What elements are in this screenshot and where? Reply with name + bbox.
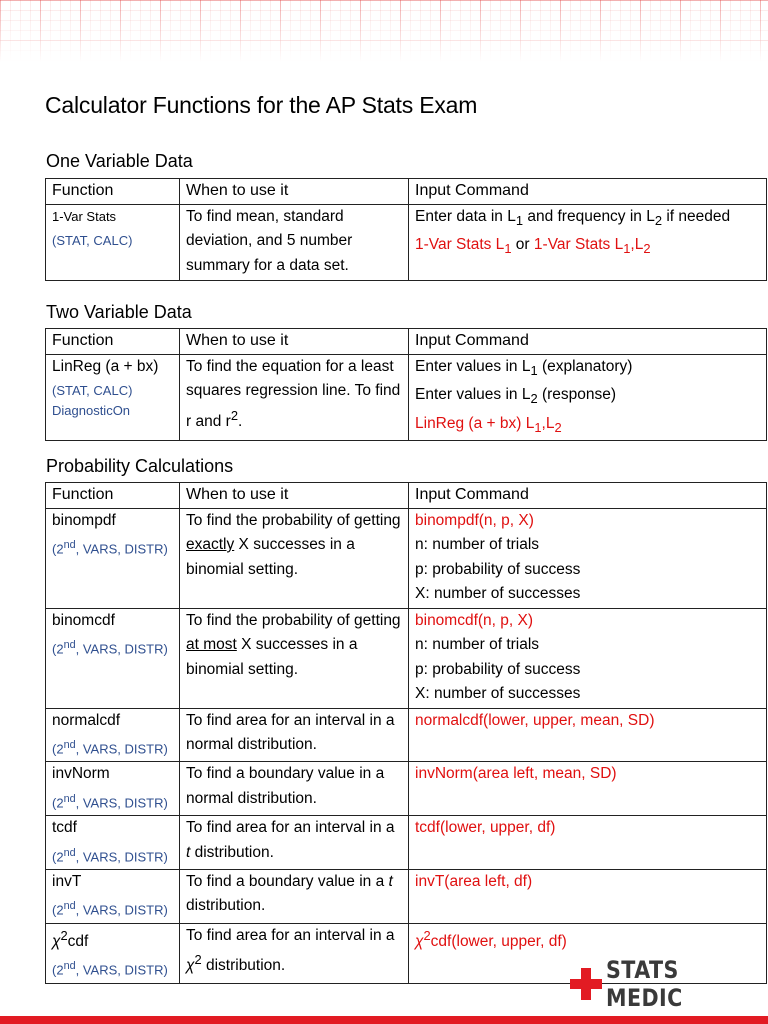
command-text: tcdf(lower, upper, df) — [409, 816, 767, 870]
command-text: 1-Var Stats L — [415, 236, 505, 254]
underlined-text: exactly — [186, 536, 235, 553]
function-cell — [46, 608, 180, 708]
menu-text: , VARS, DISTR) — [75, 641, 168, 657]
input-text: Enter values in L — [415, 357, 531, 375]
menu-text: (2 — [52, 962, 64, 978]
table-row — [46, 508, 767, 608]
input-text: Enter data in L — [415, 207, 516, 225]
red-cross-icon — [570, 968, 598, 1000]
header-when: When to use it — [180, 329, 409, 355]
header-function: Function — [46, 329, 180, 355]
header-input: Input Command — [409, 329, 767, 355]
menu-text: , VARS, DISTR) — [75, 741, 168, 757]
param-line: p: probability of success — [415, 660, 581, 678]
command-line — [415, 233, 760, 262]
when-cell — [180, 816, 409, 870]
header-input: Input Command — [409, 483, 767, 509]
command-text: binomcdf(n, p, X) — [415, 611, 534, 629]
footer-accent-bar — [0, 1016, 768, 1024]
brand-name: STATS MEDIC — [606, 956, 684, 1012]
when-cell — [180, 354, 409, 441]
input-cell — [409, 508, 767, 608]
command-text: ,L — [630, 236, 644, 254]
when-cell: To find a boundary value in a normal distribution. — [180, 762, 409, 816]
superscript: nd — [63, 539, 76, 551]
table-row — [46, 816, 767, 870]
menu-path — [52, 954, 173, 982]
superscript: nd — [63, 900, 76, 913]
input-cell — [409, 354, 767, 441]
italic-t: t — [186, 843, 191, 861]
when-cell — [180, 608, 409, 708]
input-cell — [409, 204, 767, 280]
table-row — [46, 608, 767, 708]
subscript: 1 — [515, 212, 524, 228]
function-name: invT — [52, 872, 82, 890]
menu-text: , VARS, DISTR) — [75, 848, 168, 864]
when-text: To find the probability of getting — [186, 511, 401, 529]
superscript: nd — [63, 846, 76, 859]
two-variable-table — [45, 328, 767, 441]
input-cell — [409, 608, 767, 708]
function-name: binomcdf — [52, 611, 115, 629]
input-line — [415, 205, 760, 234]
subscript: 2 — [643, 241, 651, 257]
menu-path — [52, 633, 173, 661]
function-name: invNorm — [52, 765, 110, 783]
menu-text: , VARS, DISTR) — [75, 962, 168, 978]
menu-path — [52, 894, 173, 922]
command-text: binompdf(n, p, X) — [415, 511, 534, 529]
when-text: distribution. — [201, 957, 286, 975]
function-cell — [46, 816, 180, 870]
section-heading-probability: Probability Calculations — [46, 456, 234, 476]
table-row — [46, 354, 767, 441]
or-text: or — [511, 236, 534, 254]
function-name: tcdf — [52, 819, 77, 837]
command-text: invNorm(area left, mean, SD) — [409, 762, 767, 816]
table-row — [46, 869, 767, 923]
chi-symbol: χ — [52, 932, 61, 950]
menu-text: (2 — [52, 848, 64, 864]
table-row — [46, 204, 767, 280]
header-function: Function — [46, 483, 180, 509]
input-line — [415, 383, 760, 412]
function-cell — [46, 708, 180, 762]
when-text: . — [238, 412, 243, 430]
menu-path — [52, 533, 173, 561]
menu-path — [52, 733, 173, 761]
function-name: normalcdf — [52, 711, 121, 729]
param-line: n: number of trials — [415, 636, 540, 653]
input-text: (response) — [537, 386, 617, 404]
param-line: n: number of trials — [415, 536, 540, 553]
probability-table — [45, 482, 767, 984]
menu-text: (2 — [52, 641, 64, 657]
menu-text: (2 — [52, 741, 64, 757]
param-line: X: number of successes — [415, 585, 581, 602]
menu-text: (2 — [52, 541, 64, 557]
table-row — [46, 762, 767, 816]
input-text: Enter values in L — [415, 386, 531, 404]
menu-path — [52, 787, 173, 815]
superscript: 2 — [230, 407, 238, 423]
when-text: To find area for an interval in a — [186, 926, 395, 944]
menu-text: (2 — [52, 795, 64, 811]
header-function: Function — [46, 179, 180, 205]
menu-text: , VARS, DISTR) — [75, 902, 168, 918]
function-cell — [46, 508, 180, 608]
subscript: 1 — [504, 241, 512, 257]
subscript: 2 — [654, 212, 663, 228]
function-name: LinReg (a + bx) — [52, 357, 159, 375]
subscript: 1 — [530, 362, 538, 378]
header-when: When to use it — [180, 179, 409, 205]
param-line: p: probability of success — [415, 560, 581, 578]
when-cell — [180, 869, 409, 923]
menu-text: (2 — [52, 902, 64, 918]
function-name: binompdf — [52, 511, 116, 529]
table-header-row — [46, 179, 767, 205]
underlined-text: at most — [186, 636, 237, 653]
when-text: X successes in a binomial setting. — [186, 636, 358, 678]
command-text: ,L — [541, 414, 555, 432]
function-name: 1-Var Stats — [52, 208, 117, 224]
menu-path: (STAT, CALC) — [52, 383, 133, 398]
subscript: 2 — [554, 419, 562, 435]
command-text: LinReg (a + bx) L — [415, 414, 535, 432]
table-header-row — [46, 329, 767, 355]
superscript: 2 — [60, 927, 68, 943]
one-variable-table — [45, 178, 767, 281]
chi-symbol: χ — [415, 932, 424, 950]
header-input: Input Command — [409, 179, 767, 205]
when-text: To find the equation for a least squares regression line. To find r and r — [186, 357, 401, 430]
command-line — [415, 412, 760, 441]
when-cell: To find mean, standard deviation, and 5 number summary for a data set. — [180, 204, 409, 280]
table-header-row — [46, 483, 767, 509]
italic-t: t — [388, 872, 393, 890]
table-row — [46, 708, 767, 762]
input-line — [415, 355, 760, 384]
when-text: To find area for an interval in a — [186, 819, 395, 837]
command-text: 1-Var Stats L — [533, 236, 624, 254]
function-name — [52, 924, 173, 955]
page-title: Calculator Functions for the AP Stats Exam — [45, 92, 478, 118]
menu-path: (STAT, CALC) — [52, 232, 133, 248]
superscript: nd — [63, 792, 76, 805]
subscript: 1 — [534, 419, 542, 435]
command-text: cdf(lower, upper, df) — [430, 932, 567, 950]
subscript: 2 — [530, 391, 538, 407]
when-text: distribution. — [186, 897, 266, 915]
function-cell — [46, 354, 180, 441]
stats-medic-logo — [570, 956, 768, 1012]
when-text: X successes in a binomial setting. — [186, 536, 355, 578]
when-text: distribution. — [190, 843, 274, 861]
function-cell — [46, 869, 180, 923]
menu-path — [52, 841, 173, 869]
chi-symbol: χ — [186, 957, 195, 975]
superscript: 2 — [423, 927, 431, 943]
menu-diagnostic: DiagnosticOn — [52, 403, 131, 418]
superscript: nd — [63, 639, 76, 651]
header-when: When to use it — [180, 483, 409, 509]
when-cell: To find area for an interval in a normal distribution. — [180, 708, 409, 762]
menu-text: , VARS, DISTR) — [75, 541, 168, 557]
menu-text: , VARS, DISTR) — [75, 795, 168, 811]
superscript: nd — [63, 960, 76, 973]
function-text: cdf — [67, 932, 89, 950]
section-heading-one-variable: One Variable Data — [46, 151, 193, 171]
section-heading-two-variable: Two Variable Data — [46, 302, 192, 322]
function-cell — [46, 762, 180, 816]
command-text: invT(area left, df) — [409, 869, 767, 923]
command-text: normalcdf(lower, upper, mean, SD) — [409, 708, 767, 762]
superscript: 2 — [194, 952, 202, 968]
graph-paper-header — [0, 0, 768, 62]
param-line: X: number of successes — [415, 685, 581, 702]
when-text: To find a boundary value in a — [186, 872, 389, 890]
input-text: (explanatory) — [537, 357, 633, 375]
function-cell — [46, 204, 180, 280]
function-cell — [46, 923, 180, 983]
when-text: To find the probability of getting — [186, 611, 401, 629]
input-text: and frequency in L — [523, 207, 655, 225]
input-text: if needed — [662, 207, 731, 225]
superscript: nd — [63, 739, 76, 751]
subscript: 1 — [623, 241, 631, 257]
when-cell — [180, 923, 409, 983]
when-cell — [180, 508, 409, 608]
